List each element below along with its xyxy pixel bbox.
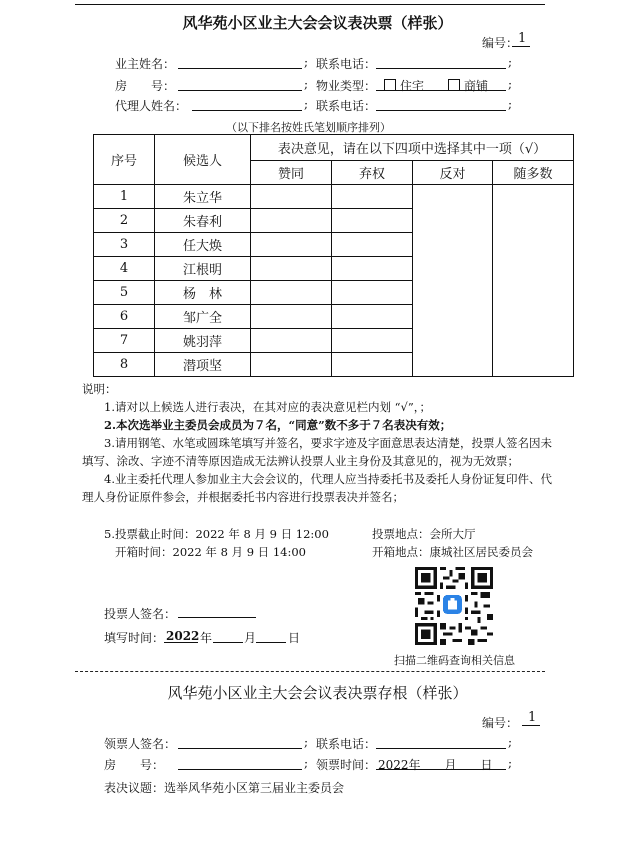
receive-time-underline <box>376 769 506 770</box>
open-place: 开箱地点：康城社区居民委员会 <box>372 545 533 559</box>
stub-number-value: 1 <box>528 710 537 725</box>
semicolon: ; <box>304 55 309 69</box>
agree-cell[interactable] <box>251 353 332 377</box>
header-majority: 随多数 <box>493 161 574 185</box>
house-number-label: 房 号： <box>115 79 176 93</box>
row-seq: 5 <box>94 281 155 305</box>
notes-heading: 说明： <box>82 382 117 396</box>
table-row <box>94 185 574 209</box>
fill-year-underline <box>164 642 198 643</box>
cut-line <box>75 671 545 672</box>
phone-field[interactable] <box>376 68 506 69</box>
abstain-cell[interactable] <box>332 281 413 305</box>
stub-title: 风华苑小区业主大会会议表决票存根（样张） <box>167 684 468 702</box>
agree-cell[interactable] <box>251 185 332 209</box>
receiver-sign-label: 领票人签名： <box>104 737 177 751</box>
agree-cell[interactable] <box>251 305 332 329</box>
header-candidate: 候选人 <box>155 135 251 185</box>
voter-sign-label: 投票人签名： <box>104 607 177 621</box>
abstain-cell[interactable] <box>332 209 413 233</box>
voter-sign-field[interactable] <box>178 617 256 618</box>
note-2: 2.本次选举业主委员会成员为７名，“同意”数不多于７名表决有效； <box>104 418 452 432</box>
year-unit: 年 <box>200 631 213 645</box>
row-candidate: 江根明 <box>155 257 251 281</box>
qr-code-icon[interactable] <box>415 567 493 645</box>
row-seq: 1 <box>94 185 155 209</box>
semicolon: ; <box>508 756 513 770</box>
top-rule <box>75 4 545 5</box>
abstain-cell[interactable] <box>332 305 413 329</box>
header-abstain: 弃权 <box>332 161 413 185</box>
vote-table <box>93 134 574 377</box>
agent-phone-field[interactable] <box>376 110 506 111</box>
vote-deadline: 5.投票截止时间：2022 年 8 月 9 日 12:00 <box>104 527 329 541</box>
notes-list <box>82 398 562 506</box>
day-unit: 日 <box>288 631 301 645</box>
semicolon: ; <box>304 756 309 770</box>
abstain-cell[interactable] <box>332 257 413 281</box>
month-unit: 月 <box>244 631 257 645</box>
phone-label: 联系电话： <box>316 57 377 71</box>
receive-time-value[interactable]: 2022年 月 日 <box>378 758 493 772</box>
stub-phone-field[interactable] <box>376 748 506 749</box>
stub-house-field[interactable] <box>178 769 302 770</box>
agree-cell[interactable] <box>251 281 332 305</box>
note-1: 1.请对以上候选人进行表决，在其对应的表决意见栏内划 “√”，； <box>104 400 431 414</box>
stub-number-label: 编号： <box>482 716 519 730</box>
abstain-cell[interactable] <box>332 185 413 209</box>
order-note: （以下排名按姓氏笔划顺序排列） <box>226 121 391 134</box>
ballot-title: 风华苑小区业主大会会议表决票（样张） <box>182 14 453 32</box>
semicolon: ; <box>508 55 513 69</box>
row-seq: 4 <box>94 257 155 281</box>
semicolon: ; <box>304 735 309 749</box>
semicolon: ; <box>508 77 513 91</box>
agent-name-field[interactable] <box>192 110 302 111</box>
owner-name-label: 业主姓名： <box>115 57 176 71</box>
note-3: 3.请用钢笔、水笔或圆珠笔填写并签名，要求字迹及字面意思表达清楚，投票人签名因未填写、涂改、字迹不清等原因造成无法辨认投票人业主身份及其意见的，视为无效票； <box>82 436 552 468</box>
agree-cell[interactable] <box>251 257 332 281</box>
qr-caption: 扫描二维码查询相关信息 <box>394 654 515 667</box>
row-candidate: 朱春利 <box>155 209 251 233</box>
semicolon: ; <box>304 77 309 91</box>
property-type-underline <box>376 90 506 91</box>
header-agree: 赞同 <box>251 161 332 185</box>
note-4: 4.业主委托代理人参加业主大会会议的，代理人应当持委托书及委托人身份证复印件、代理人身份证原件参会，并根据委托书内容进行投票表决并签名； <box>82 472 552 504</box>
fill-year-value: 2022 <box>166 629 200 643</box>
row-candidate: 潜项坚 <box>155 353 251 377</box>
header-oppose: 反对 <box>413 161 493 185</box>
fill-month-field[interactable] <box>213 642 243 643</box>
fill-time-label: 填写时间： <box>104 631 165 645</box>
open-time: 开箱时间：2022 年 8 月 9 日 14:00 <box>115 545 306 559</box>
row-candidate: 任大焕 <box>155 233 251 257</box>
row-seq: 7 <box>94 329 155 353</box>
agree-cell[interactable] <box>251 329 332 353</box>
house-number-field[interactable] <box>178 90 302 91</box>
row-candidate: 邹广全 <box>155 305 251 329</box>
vote-place: 投票地点：会所大厅 <box>372 527 476 541</box>
receiver-sign-field[interactable] <box>178 748 302 749</box>
majority-cell[interactable] <box>493 185 574 377</box>
row-seq: 6 <box>94 305 155 329</box>
header-opinion: 表决意见，请在以下四项中选择其中一项（√） <box>251 135 574 161</box>
abstain-cell[interactable] <box>332 353 413 377</box>
abstain-cell[interactable] <box>332 329 413 353</box>
semicolon: ; <box>508 735 513 749</box>
receive-time-label: 领票时间： <box>316 758 377 772</box>
ballot-number-underline <box>512 46 530 47</box>
semicolon: ; <box>304 97 309 111</box>
property-type-label: 物业类型： <box>316 79 377 93</box>
header-seq: 序号 <box>94 135 155 185</box>
stub-number-underline <box>522 725 540 726</box>
row-seq: 8 <box>94 353 155 377</box>
row-seq: 3 <box>94 233 155 257</box>
stub-house-label: 房 号： <box>104 758 165 772</box>
ballot-number-value: 1 <box>518 31 527 46</box>
stub-phone-label: 联系电话： <box>316 737 377 751</box>
agree-cell[interactable] <box>251 233 332 257</box>
agree-cell[interactable] <box>251 209 332 233</box>
agent-phone-label: 联系电话： <box>316 99 377 113</box>
owner-name-field[interactable] <box>178 68 302 69</box>
oppose-cell[interactable] <box>413 185 493 377</box>
property-option-shop[interactable]: 商铺 <box>448 77 488 94</box>
property-option-residence[interactable]: 住宅 <box>384 77 424 94</box>
semicolon: ; <box>508 97 513 111</box>
row-candidate: 朱立华 <box>155 185 251 209</box>
fill-day-field[interactable] <box>256 642 286 643</box>
agent-name-label: 代理人姓名： <box>115 99 188 113</box>
row-candidate: 杨 林 <box>155 281 251 305</box>
row-candidate: 姚羽萍 <box>155 329 251 353</box>
vote-topic: 表决议题：选举风华苑小区第三届业主委员会 <box>104 781 345 795</box>
ballot-number-label: 编号： <box>482 36 519 50</box>
abstain-cell[interactable] <box>332 233 413 257</box>
row-seq: 2 <box>94 209 155 233</box>
